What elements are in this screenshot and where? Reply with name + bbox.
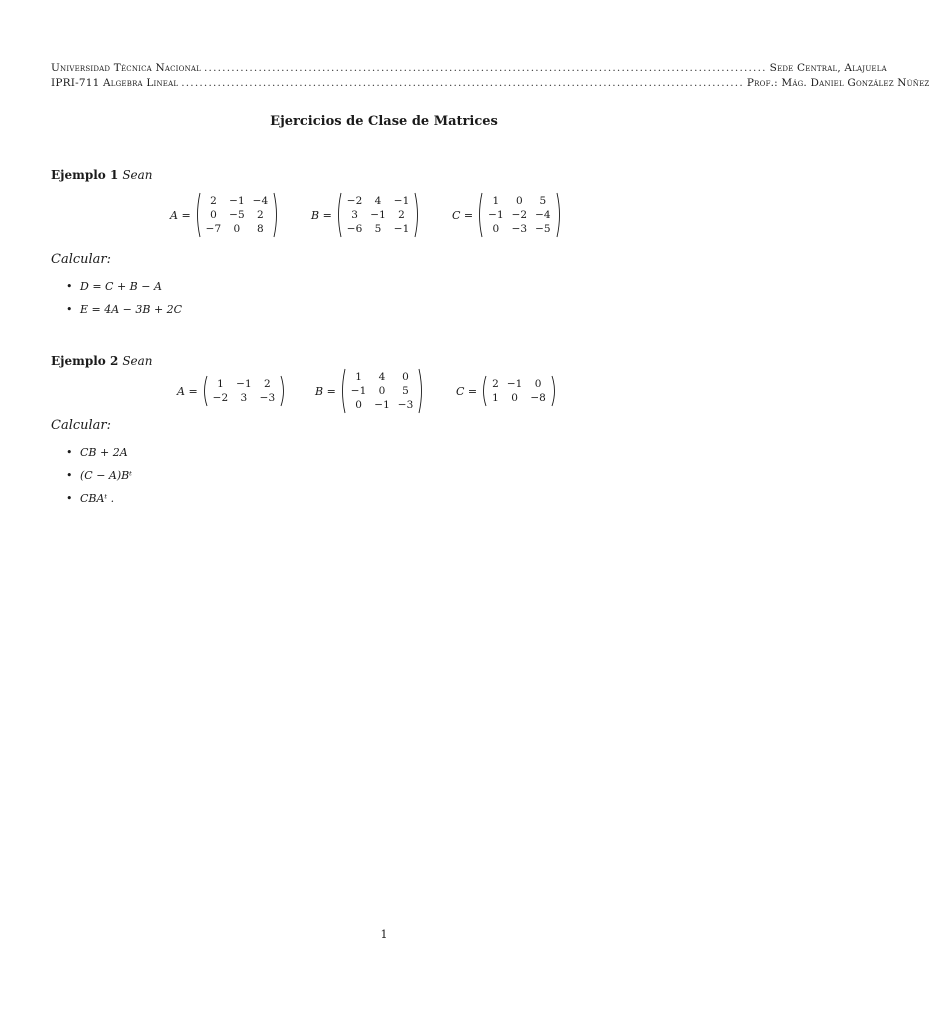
matrix-row: [343, 222, 413, 236]
matrix-entry: 2: [492, 378, 499, 390]
matrix-label: A =: [170, 208, 191, 222]
list-item: • CB + 2A: [66, 446, 132, 469]
left-paren: [340, 368, 346, 414]
left-paren: [195, 192, 201, 238]
matrix-entry: 5: [374, 223, 382, 235]
header-line-1: [51, 62, 887, 74]
matrix-entry: −4: [252, 195, 269, 207]
matrix-entry: −1: [350, 385, 367, 397]
matrix-label: A =: [177, 384, 198, 398]
matrix-row: [488, 377, 550, 391]
matrix-entry: −1: [488, 209, 504, 221]
matrix-entry: −3: [511, 223, 528, 235]
matrix-entry: −5: [535, 223, 551, 235]
example-2-calc-label: Calcular:: [51, 418, 112, 433]
example-1-calc-label: Calcular:: [51, 252, 112, 267]
right-paren: [273, 192, 279, 238]
header-line-2: [51, 77, 929, 89]
ex1-matrix-c: [452, 192, 562, 238]
right-paren: [556, 192, 562, 238]
matrix-label: C =: [452, 208, 474, 222]
matrix-row: [484, 194, 554, 208]
matrix-row: [484, 222, 554, 236]
matrix-row: [202, 194, 272, 208]
matrix-entry: 0: [402, 371, 409, 383]
matrix-entry: 4: [378, 371, 386, 383]
matrix-entry: −1: [229, 195, 245, 207]
matrix-entry: 0: [516, 195, 523, 207]
matrix-entry: 1: [217, 378, 224, 390]
matrix-entries: [343, 194, 413, 236]
matrix-entry: −5: [229, 209, 245, 221]
example-1-label: Ejemplo 1: [51, 168, 119, 182]
list-item: • (C − A)Bᵗ: [66, 469, 132, 492]
matrix-entry: 0: [355, 399, 362, 411]
right-paren: [414, 192, 420, 238]
dot-leader: ............................................................................................................................: [181, 77, 744, 89]
matrix-entry: 1: [492, 195, 500, 207]
ex2-matrix-c: [456, 375, 557, 407]
list-item: • D = C + B − A: [66, 280, 182, 303]
right-paren: [280, 375, 286, 407]
matrix-entry: 2: [264, 378, 271, 390]
matrix-row: [347, 370, 417, 384]
professor-name: Prof.: Mág. Daniel González Núñez: [746, 77, 929, 89]
matrix-entry: −2: [212, 392, 229, 404]
campus-name: Sede Central, Alajuela: [769, 62, 887, 74]
ex2-matrix-b: [315, 368, 424, 414]
matrix-entry: 5: [539, 195, 547, 207]
ex1-matrix-a: [170, 192, 279, 238]
matrix-entry: 2: [210, 195, 217, 207]
matrix-row: [488, 391, 550, 405]
left-paren: [336, 192, 342, 238]
matrix-entry: 4: [374, 195, 382, 207]
matrix-entry: 0: [534, 378, 542, 390]
matrix-row: [209, 391, 279, 405]
university-name: Universidad Técnica Nacional: [51, 62, 201, 74]
page-number: 1: [380, 928, 388, 941]
matrix-entry: −1: [370, 209, 386, 221]
matrix-row: [484, 208, 554, 222]
matrix-entries: [209, 377, 279, 405]
example-1-task-list: [66, 280, 182, 326]
left-paren: [202, 375, 208, 407]
example-1-intro: Sean: [122, 168, 153, 182]
matrix-entry: −2: [511, 209, 528, 221]
left-paren: [477, 192, 483, 238]
matrix-entry: 0: [233, 223, 241, 235]
matrix-label: C =: [456, 384, 478, 398]
matrix-entry: −1: [506, 378, 523, 390]
matrix-row: [209, 377, 279, 391]
matrix-entries: [488, 377, 550, 405]
matrix-entry: −1: [393, 223, 410, 235]
matrix-entry: −1: [236, 378, 252, 390]
matrix-entry: 2: [257, 209, 264, 221]
example-2-task-list: [66, 446, 132, 515]
matrix-entry: −6: [346, 223, 363, 235]
matrix-entry: 1: [492, 392, 499, 404]
matrix-entry: 0: [511, 392, 518, 404]
matrix-entry: −1: [393, 195, 410, 207]
matrix-entry: 0: [378, 385, 386, 397]
matrix-entry: −3: [397, 399, 414, 411]
course-name: IPRI-711 Algebra Lineal: [51, 77, 179, 89]
matrix-row: [343, 208, 413, 222]
list-item: • CBAᵗ .: [66, 492, 132, 515]
left-paren: [481, 375, 487, 407]
list-item: • E = 4A − 3B + 2C: [66, 303, 182, 326]
right-paren: [418, 368, 424, 414]
example-2-intro: Sean: [122, 354, 153, 368]
matrix-entry: 0: [492, 223, 500, 235]
ex2-matrix-a: [177, 375, 286, 407]
ex1-matrix-b: [311, 192, 420, 238]
matrix-entry: 3: [240, 392, 248, 404]
matrix-entry: −4: [535, 209, 551, 221]
matrix-row: [202, 208, 272, 222]
matrix-entry: −7: [205, 223, 222, 235]
matrix-label: B =: [311, 208, 332, 222]
example-2-label: Ejemplo 2: [51, 354, 119, 368]
matrix-row: [347, 384, 417, 398]
matrix-row: [347, 398, 417, 412]
matrix-entries: [202, 194, 272, 236]
page-title: Ejercicios de Clase de Matrices: [270, 114, 498, 129]
matrix-label: B =: [315, 384, 336, 398]
dot-leader: ............................................................................................................................: [204, 62, 767, 74]
example-2-heading: [51, 354, 153, 368]
example-1-heading: [51, 168, 153, 182]
matrix-row: [343, 194, 413, 208]
matrix-entry: −3: [259, 392, 276, 404]
matrix-entry: 2: [398, 209, 405, 221]
matrix-entry: 5: [402, 385, 409, 397]
matrix-entry: 0: [210, 209, 217, 221]
matrix-entry: −1: [374, 399, 390, 411]
matrix-row: [202, 222, 272, 236]
matrix-entry: −2: [346, 195, 363, 207]
matrix-entry: 3: [351, 209, 358, 221]
right-paren: [551, 375, 557, 407]
matrix-entry: 8: [257, 223, 264, 235]
matrix-entry: −8: [530, 392, 546, 404]
matrix-entry: 1: [355, 371, 362, 383]
matrix-entries: [484, 194, 554, 236]
matrix-entries: [347, 370, 417, 412]
